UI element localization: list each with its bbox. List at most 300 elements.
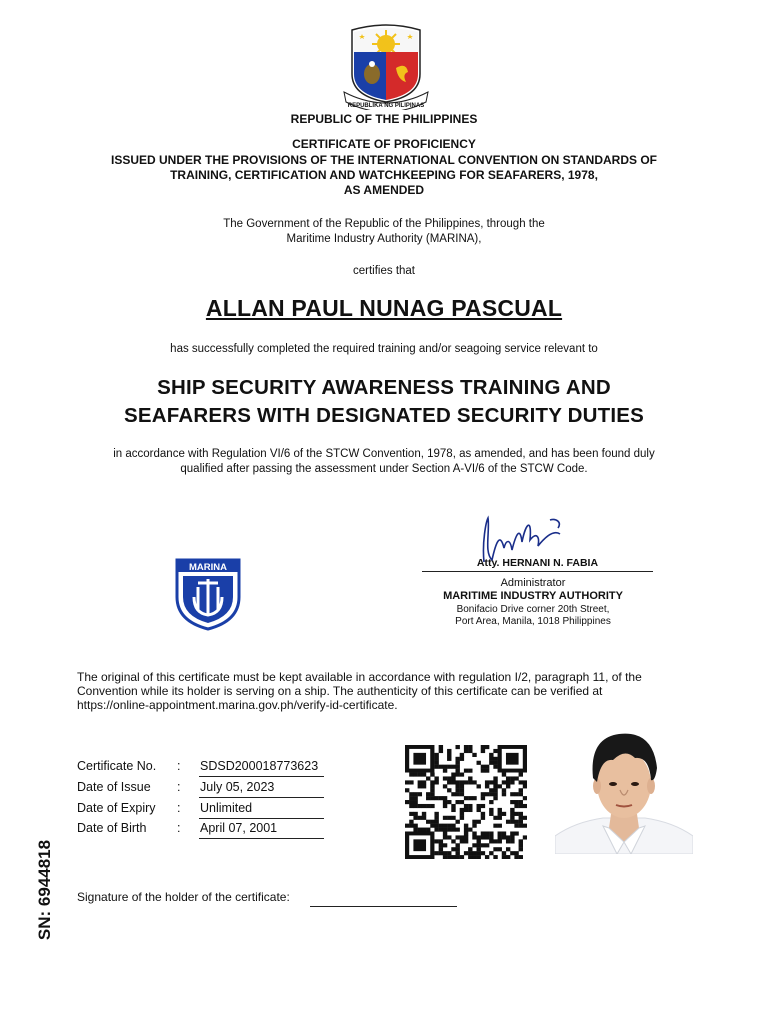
qr-module [472, 824, 476, 828]
qr-module [510, 808, 514, 812]
qr-module [418, 773, 422, 777]
qr-module [455, 847, 459, 851]
qr-module [413, 792, 417, 796]
qr-module [514, 820, 518, 824]
qr-module [460, 812, 464, 816]
qr-module [468, 749, 472, 753]
holder-signature-label: Signature of the holder of the certificate: [77, 890, 290, 904]
qr-module [510, 851, 514, 855]
qr-module [451, 776, 455, 780]
colon: : [177, 801, 181, 815]
date-of-issue-row [77, 780, 337, 800]
qr-module [472, 831, 476, 835]
qr-module [468, 776, 472, 780]
qr-module [409, 812, 413, 816]
qr-module [477, 804, 481, 808]
signature-line [422, 571, 653, 572]
qr-module [510, 792, 514, 796]
qr-module [434, 828, 438, 832]
qr-module [460, 753, 464, 757]
qr-module [409, 780, 413, 784]
qr-module [498, 816, 502, 820]
qr-module [477, 808, 481, 812]
qr-module [430, 796, 434, 800]
accordance-line-1: in accordance with Regulation VI/6 of the STCW Convention, 1978, as amended, and has been found duly [113, 448, 655, 460]
qr-module [422, 784, 426, 788]
qr-module [472, 796, 476, 800]
qr-module [434, 820, 438, 824]
qr-module [514, 855, 518, 859]
qr-module [481, 796, 485, 800]
qr-module [443, 828, 447, 832]
qr-module [418, 816, 422, 820]
date-of-issue-value: July 05, 2023 [200, 780, 275, 794]
qr-module [434, 761, 438, 765]
holder-signature-field[interactable] [310, 906, 457, 907]
qr-module [426, 796, 430, 800]
qr-module [451, 792, 455, 796]
qr-module [447, 835, 451, 839]
qr-module [430, 792, 434, 796]
qr-module [409, 800, 413, 804]
qr-module [493, 796, 497, 800]
qr-module [464, 749, 468, 753]
qr-module [443, 831, 447, 835]
qr-module [451, 828, 455, 832]
qr-module [519, 816, 523, 820]
qr-module [464, 808, 468, 812]
qr-module [468, 745, 472, 749]
qr-module [498, 808, 502, 812]
qr-module [489, 788, 493, 792]
qr-module [485, 792, 489, 796]
marina-logo-text: MARINA [189, 562, 227, 573]
qr-module [413, 804, 417, 808]
certificate-number-row [77, 759, 337, 779]
holder-name: ALLAN PAUL NUNAG PASCUAL [205, 295, 563, 321]
republic-heading: REPUBLIC OF THE PHILIPPINES [290, 112, 478, 126]
qr-module [409, 796, 413, 800]
qr-module [506, 847, 510, 851]
qr-module [510, 831, 514, 835]
qr-module [443, 855, 447, 859]
qr-module [498, 784, 502, 788]
qr-module [506, 780, 510, 784]
qr-module [468, 828, 472, 832]
qr-module [506, 855, 510, 859]
qr-module [481, 812, 485, 816]
notice-line-1: The original of this certificate must be kept available in accordance with regulation I/2, paragraph 11, of the [77, 670, 642, 684]
qr-module [502, 788, 506, 792]
qr-module [460, 835, 464, 839]
qr-module [519, 843, 523, 847]
qr-module [434, 851, 438, 855]
qr-module [464, 839, 468, 843]
qr-module [443, 800, 447, 804]
qr-module [409, 773, 413, 777]
qr-module [426, 828, 430, 832]
qr-module [413, 796, 417, 800]
qr-module [409, 792, 413, 796]
qr-module [418, 804, 422, 808]
seal-motto: REPUBLIKA NG PILIPINAS [347, 103, 425, 109]
qr-module [510, 816, 514, 820]
qr-module [498, 835, 502, 839]
holder-photo [555, 718, 693, 854]
colon: : [177, 821, 181, 835]
qr-module [447, 765, 451, 769]
qr-module [460, 816, 464, 820]
qr-module [443, 769, 447, 773]
issued-line-3: AS AMENDED [343, 183, 425, 197]
qr-module [477, 847, 481, 851]
qr-module [464, 851, 468, 855]
qr-module [434, 780, 438, 784]
qr-module [502, 780, 506, 784]
qr-module [464, 796, 468, 800]
qr-module [447, 749, 451, 753]
qr-module [409, 804, 413, 808]
qr-module [455, 745, 459, 749]
qr-module [493, 855, 497, 859]
qr-module [455, 780, 459, 784]
qr-finder-pattern [506, 753, 519, 765]
qr-module [477, 761, 481, 765]
qr-module [498, 812, 502, 816]
qr-module [443, 765, 447, 769]
qr-module [413, 816, 417, 820]
field-underline [199, 776, 324, 777]
qr-module [430, 820, 434, 824]
qr-module [455, 769, 459, 773]
qr-module [460, 788, 464, 792]
qr-module [413, 773, 417, 777]
qr-module [523, 816, 527, 820]
date-of-expiry-row [77, 801, 337, 821]
qr-module [514, 812, 518, 816]
qr-module [472, 835, 476, 839]
signatory-name: Atty. HERNANI N. FABIA [476, 557, 599, 569]
course-title-line-1: SHIP SECURITY AWARENESS TRAINING AND [157, 376, 611, 399]
qr-module [464, 804, 468, 808]
certifies-text: certifies that [353, 265, 415, 277]
qr-module [460, 808, 464, 812]
qr-module [506, 820, 510, 824]
qr-module [455, 792, 459, 796]
qr-module [481, 749, 485, 753]
qr-module [451, 773, 455, 777]
qr-module [439, 796, 443, 800]
certificate-number-value: SDSD200018773623 [200, 759, 319, 773]
qr-module [464, 745, 468, 749]
qr-module [413, 800, 417, 804]
qr-module [443, 843, 447, 847]
colon: : [177, 759, 181, 773]
qr-module [426, 776, 430, 780]
qr-module [468, 808, 472, 812]
qr-module [460, 780, 464, 784]
verification-qr-code[interactable] [405, 745, 527, 859]
qr-module [443, 784, 447, 788]
qr-module [468, 851, 472, 855]
qr-module [447, 851, 451, 855]
qr-module [464, 835, 468, 839]
field-underline [199, 818, 324, 819]
qr-module [472, 753, 476, 757]
certificate-title: CERTIFICATE OF PROFICIENCY [292, 137, 476, 151]
qr-module [506, 839, 510, 843]
qr-module [434, 812, 438, 816]
qr-module [493, 780, 497, 784]
date-of-birth-label: Date of Birth [77, 821, 147, 835]
qr-module [418, 784, 422, 788]
qr-module [426, 792, 430, 796]
qr-module [481, 769, 485, 773]
qr-module [460, 792, 464, 796]
qr-module [460, 773, 464, 777]
qr-module [519, 824, 523, 828]
qr-module [455, 851, 459, 855]
qr-module [451, 816, 455, 820]
qr-module [464, 824, 468, 828]
colon: : [177, 780, 181, 794]
qr-module [485, 780, 489, 784]
qr-module [485, 769, 489, 773]
qr-module [434, 757, 438, 761]
qr-module [422, 804, 426, 808]
qr-module [493, 776, 497, 780]
notice-line-2: Convention while its holder is serving on a ship. The authenticity of this certificate can be verified at [77, 684, 603, 698]
qr-module [523, 835, 527, 839]
qr-module [519, 792, 523, 796]
qr-module [510, 800, 514, 804]
qr-module [510, 820, 514, 824]
qr-module [477, 843, 481, 847]
qr-module [455, 855, 459, 859]
qr-module [451, 847, 455, 851]
qr-module [413, 824, 417, 828]
qr-module [523, 784, 527, 788]
qr-module [434, 765, 438, 769]
qr-module [489, 808, 493, 812]
qr-module [464, 769, 468, 773]
qr-module [434, 753, 438, 757]
qr-module [418, 828, 422, 832]
qr-module [451, 855, 455, 859]
qr-module [493, 757, 497, 761]
qr-module [519, 804, 523, 808]
qr-module [434, 839, 438, 843]
qr-module [502, 812, 506, 816]
qr-module [430, 788, 434, 792]
date-of-expiry-value: Unlimited [200, 801, 253, 815]
qr-module [489, 800, 493, 804]
course-title-line-2: SEAFARERS WITH DESIGNATED SECURITY DUTIES [124, 404, 644, 427]
qr-module [439, 851, 443, 855]
qr-module [443, 804, 447, 808]
qr-module [439, 745, 443, 749]
qr-module [447, 780, 451, 784]
marina-logo [174, 557, 242, 631]
qr-finder-pattern [413, 839, 426, 851]
qr-module [451, 780, 455, 784]
qr-module [514, 824, 518, 828]
qr-module [472, 855, 476, 859]
qr-module [455, 784, 459, 788]
qr-module [430, 784, 434, 788]
date-of-birth-value: April 07, 2001 [200, 821, 278, 835]
qr-module [460, 855, 464, 859]
qr-module [519, 847, 523, 851]
date-of-birth-row [77, 821, 337, 841]
qr-module [485, 855, 489, 859]
qr-module [455, 828, 459, 832]
qr-module [455, 820, 459, 824]
qr-module [451, 765, 455, 769]
qr-module [477, 784, 481, 788]
qr-module [489, 757, 493, 761]
qr-module [472, 780, 476, 784]
accordance-line-2: qualified after passing the assessment under Section A-VI/6 of the STCW Code. [180, 463, 588, 475]
qr-module [493, 839, 497, 843]
issued-line-1: ISSUED UNDER THE PROVISIONS OF THE INTERNATIONAL CONVENTION ON STANDARDS OF [110, 153, 658, 167]
qr-module [447, 824, 451, 828]
qr-module [439, 824, 443, 828]
qr-module [477, 835, 481, 839]
qr-module [472, 843, 476, 847]
verify-url: https://online-appointment.marina.gov.ph/verify-id-certificate. [77, 698, 398, 712]
qr-module [493, 788, 497, 792]
qr-module [405, 788, 409, 792]
qr-module [510, 812, 514, 816]
qr-module [493, 784, 497, 788]
qr-module [489, 831, 493, 835]
qr-module [481, 835, 485, 839]
qr-module [443, 824, 447, 828]
signatory-address-1: Bonifacio Drive corner 20th Street, [456, 604, 610, 615]
qr-module [514, 831, 518, 835]
qr-module [460, 784, 464, 788]
qr-module [468, 769, 472, 773]
qr-module [447, 816, 451, 820]
qr-module [502, 792, 506, 796]
certificate-number-label: Certificate No. [77, 759, 157, 773]
qr-module [506, 784, 510, 788]
qr-module [485, 831, 489, 835]
qr-module [481, 831, 485, 835]
qr-module [489, 839, 493, 843]
qr-module [468, 847, 472, 851]
qr-module [485, 765, 489, 769]
qr-module [477, 820, 481, 824]
qr-module [451, 824, 455, 828]
qr-module [519, 855, 523, 859]
qr-module [468, 804, 472, 808]
qr-module [489, 753, 493, 757]
qr-module [439, 765, 443, 769]
qr-finder-pattern [413, 753, 426, 765]
qr-module [418, 780, 422, 784]
qr-module [489, 835, 493, 839]
qr-module [447, 753, 451, 757]
qr-module [447, 855, 451, 859]
qr-module [455, 800, 459, 804]
qr-module [519, 812, 523, 816]
qr-module [460, 757, 464, 761]
qr-module [468, 855, 472, 859]
qr-module [523, 796, 527, 800]
qr-module [502, 851, 506, 855]
qr-module [422, 816, 426, 820]
qr-module [485, 835, 489, 839]
qr-module [455, 757, 459, 761]
qr-module [413, 812, 417, 816]
qr-module [422, 780, 426, 784]
qr-module [455, 843, 459, 847]
qr-module [489, 851, 493, 855]
qr-module [519, 839, 523, 843]
qr-module [519, 800, 523, 804]
qr-module [523, 780, 527, 784]
qr-module [434, 816, 438, 820]
qr-module [477, 855, 481, 859]
qr-module [498, 847, 502, 851]
signatory-organization: MARITIME INDUSTRY AUTHORITY [443, 590, 623, 602]
qr-module [455, 761, 459, 765]
qr-module [514, 800, 518, 804]
qr-module [418, 792, 422, 796]
qr-module [498, 831, 502, 835]
qr-module [430, 804, 434, 808]
qr-module [514, 851, 518, 855]
qr-module [451, 839, 455, 843]
qr-module [426, 804, 430, 808]
qr-module [430, 824, 434, 828]
qr-module [514, 792, 518, 796]
qr-module [447, 788, 451, 792]
qr-module [498, 839, 502, 843]
qr-module [422, 828, 426, 832]
qr-module [443, 776, 447, 780]
qr-module [489, 780, 493, 784]
qr-module [422, 773, 426, 777]
qr-module [443, 796, 447, 800]
completed-text: has successfully completed the required training and/or seagoing service relevant to [170, 343, 598, 355]
qr-module [422, 812, 426, 816]
qr-module [439, 843, 443, 847]
qr-module [519, 780, 523, 784]
qr-module [455, 765, 459, 769]
qr-module [506, 776, 510, 780]
qr-module [519, 788, 523, 792]
qr-module [451, 804, 455, 808]
government-line-1: The Government of the Republic of the Philippines, through the [223, 218, 545, 230]
qr-module [434, 776, 438, 780]
qr-module [514, 804, 518, 808]
qr-module [481, 765, 485, 769]
qr-module [493, 824, 497, 828]
qr-module [493, 765, 497, 769]
government-line-2: Maritime Industry Authority (MARINA), [286, 233, 482, 245]
qr-module [460, 839, 464, 843]
qr-module [510, 780, 514, 784]
qr-module [481, 843, 485, 847]
qr-module [409, 820, 413, 824]
qr-module [430, 773, 434, 777]
qr-module [447, 776, 451, 780]
qr-module [481, 816, 485, 820]
qr-module [464, 828, 468, 832]
